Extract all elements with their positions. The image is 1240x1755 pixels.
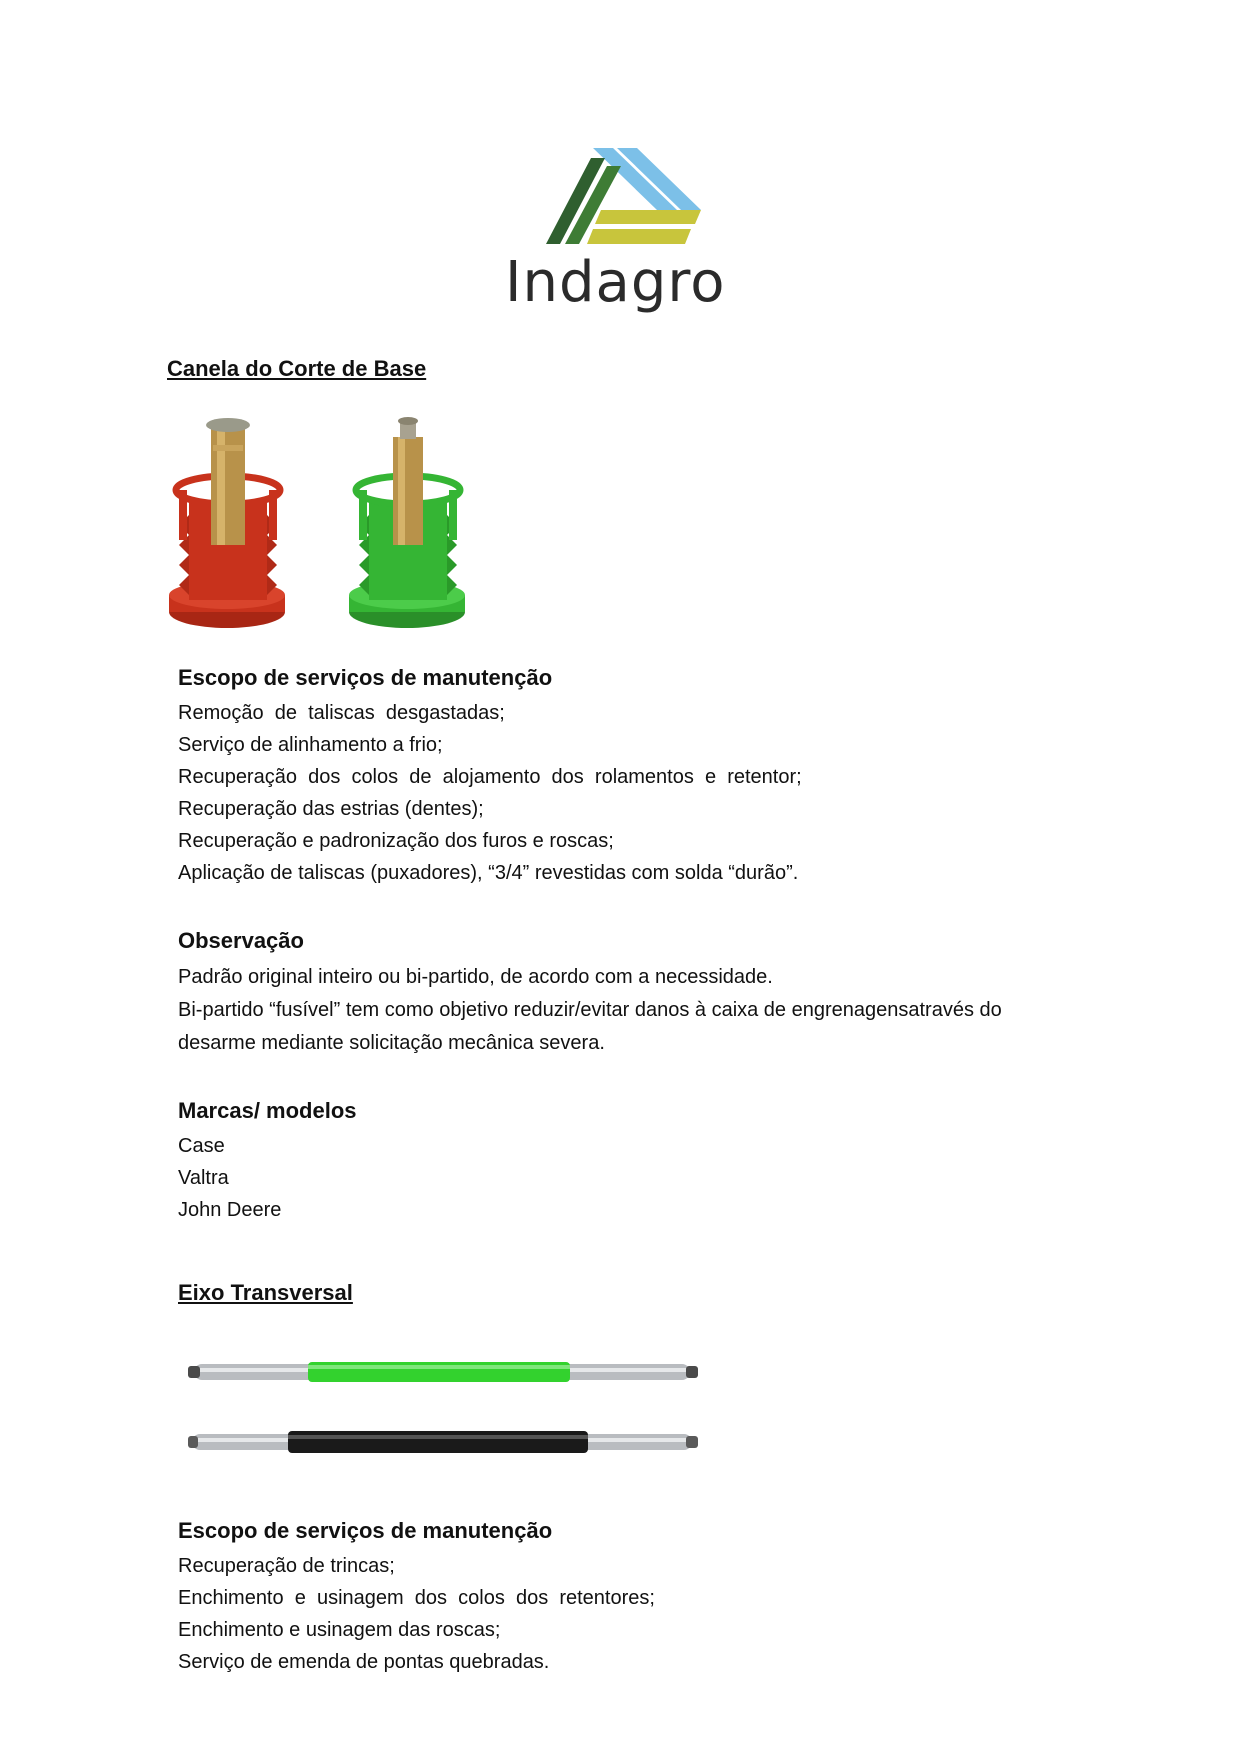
scope-heading: Escopo de serviços de manutenção: [178, 665, 553, 690]
list-item: Recuperação de trincas;: [178, 1555, 395, 1577]
list-item: Serviço de emenda de pontas quebradas.: [178, 1651, 550, 1673]
list-item: Serviço de alinhamento a frio;: [178, 734, 443, 756]
section-title-eixo: Eixo Transversal: [178, 1280, 353, 1305]
eixo-images: [188, 1350, 698, 1460]
list-item: John Deere: [178, 1199, 282, 1221]
list-item: Remoção de taliscas desgastadas;: [178, 702, 505, 724]
list-item: Enchimento e usinagem dos colos dos retentores;: [178, 1587, 655, 1609]
list-item: Aplicação de taliscas (puxadores), “3/4” revestidas com solda “durão”.: [178, 862, 799, 884]
eixo-green-image: [188, 1362, 698, 1382]
list-item: Recuperação e padronização dos furos e roscas;: [178, 830, 614, 852]
list-item: Valtra: [178, 1167, 229, 1189]
observation-line: Bi-partido “fusível” tem como objetivo reduzir/evitar danos à caixa de engrenagensatravés do desarme mediante solicitação mecânica severa.: [178, 999, 1002, 1054]
section-title-canela: Canela do Corte de Base: [167, 356, 427, 381]
logo-wordmark: Indagro: [505, 250, 726, 315]
list-item: Case: [178, 1135, 225, 1157]
eixo-black-image: [188, 1431, 698, 1453]
indagro-logo: [505, 140, 735, 325]
list-item: Enchimento e usinagem das roscas;: [178, 1619, 501, 1641]
list-item: Recuperação dos colos de alojamento dos rolamentos e retentor;: [178, 766, 802, 788]
canela-green-image: [345, 415, 475, 635]
scope-list: [178, 1550, 655, 1678]
indagro-logo-mark-icon: [505, 140, 735, 250]
observation-heading: Observação: [178, 928, 304, 953]
canela-red-image: [165, 415, 295, 635]
observation-line: Padrão original inteiro ou bi-partido, de acordo com a necessidade.: [178, 966, 773, 988]
brands-list: [178, 1130, 281, 1226]
scope-heading: Escopo de serviços de manutenção: [178, 1518, 553, 1543]
scope-list: [178, 697, 802, 889]
list-item: Recuperação das estrias (dentes);: [178, 798, 484, 820]
brands-heading: Marcas/ modelos: [178, 1098, 357, 1123]
